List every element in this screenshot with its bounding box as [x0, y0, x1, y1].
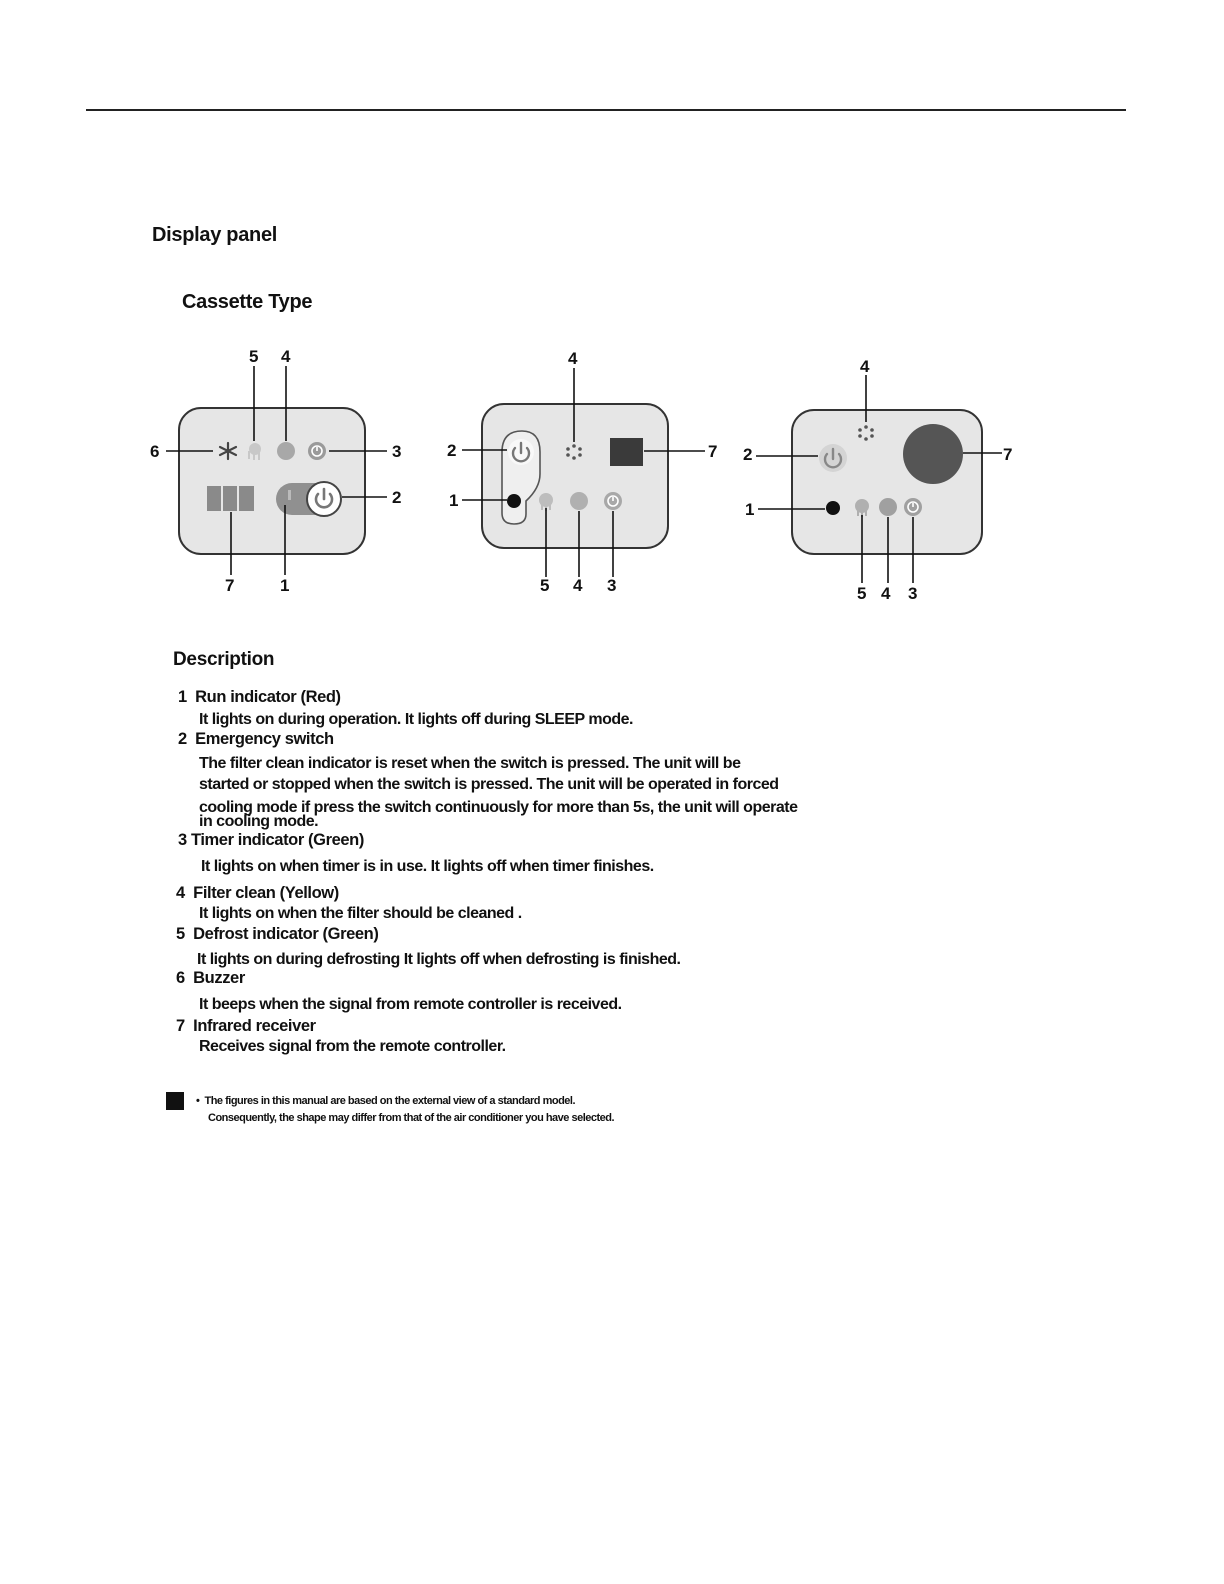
label-5: 5 — [540, 576, 550, 595]
label-7: 7 — [1003, 445, 1013, 464]
item-4-desc: It lights on when the filter should be cleaned . — [199, 905, 522, 922]
run-indicator-icon — [507, 494, 521, 508]
label-5: 5 — [857, 584, 867, 603]
defrost-indicator-icon — [855, 499, 869, 517]
item-5-heading — [176, 924, 378, 944]
label-3: 3 — [908, 584, 918, 603]
label-2: 2 — [743, 445, 753, 464]
item-3-desc: It lights on when timer is in use. It lights off when timer finishes. — [201, 858, 654, 875]
label-2: 2 — [392, 488, 402, 507]
panel-1 — [150, 347, 401, 595]
item-number: 3 — [178, 831, 187, 849]
label-3: 3 — [607, 576, 617, 595]
infrared-receiver-icon — [903, 424, 963, 484]
label-4: 4 — [573, 576, 583, 595]
emergency-switch-button[interactable] — [508, 439, 534, 465]
item-number: 7 — [176, 1017, 185, 1035]
infrared-receiver-icon — [610, 438, 643, 466]
item-2-desc-line-2: started or stopped when the switch is pressed. The unit will be operated in forced — [199, 776, 779, 793]
item-title: Infrared receiver — [193, 1017, 316, 1035]
item-title: Run indicator (Red) — [195, 688, 341, 706]
heading-display-panel: Display panel — [152, 224, 278, 246]
label-4: 4 — [568, 349, 578, 368]
panel-2 — [447, 349, 717, 595]
item-6-heading — [176, 968, 245, 988]
label-5: 5 — [249, 347, 259, 366]
timer-indicator-icon — [308, 442, 326, 460]
label-7: 7 — [225, 576, 235, 595]
note-line-1: The figures in this manual are based on the external view of a standard model. — [204, 1095, 576, 1107]
note-bullet: • — [196, 1095, 200, 1107]
label-4: 4 — [860, 357, 870, 376]
item-2-heading — [178, 729, 334, 749]
filter-clean-indicator-icon — [570, 492, 588, 510]
item-title: Defrost indicator (Green) — [193, 925, 379, 943]
item-2-desc-line-4: in cooling mode. — [199, 813, 319, 830]
heading-cassette-type: Cassette Type — [182, 291, 313, 313]
label-4: 4 — [281, 347, 291, 366]
label-6: 6 — [150, 442, 160, 461]
item-title: Buzzer — [193, 969, 245, 987]
item-3-heading — [178, 830, 364, 850]
label-1: 1 — [745, 500, 755, 519]
display-panel-figures — [0, 330, 1224, 615]
infrared-receiver-icon — [207, 486, 254, 511]
item-2-desc-line-1: The filter clean indicator is reset when the switch is pressed. The unit will be — [199, 755, 741, 772]
item-title: Emergency switch — [195, 730, 334, 748]
label-1: 1 — [280, 576, 290, 595]
header-rule — [86, 109, 1126, 111]
panel-3 — [743, 357, 1012, 603]
item-4-heading — [176, 883, 339, 903]
item-5-desc: It lights on during defrosting It lights off when defrosting is finished. — [197, 951, 681, 968]
emergency-switch-button[interactable] — [307, 482, 341, 516]
label-1: 1 — [449, 491, 459, 510]
heading-description: Description — [173, 649, 275, 670]
item-title: Timer indicator (Green) — [190, 831, 364, 849]
timer-indicator-icon — [604, 492, 622, 510]
run-indicator-icon — [826, 501, 840, 515]
label-2: 2 — [447, 441, 457, 460]
item-2-desc-line-3: cooling mode if press the switch continuously for more than 5s, the unit will operate — [199, 799, 798, 816]
item-7-desc: Receives signal from the remote controller. — [199, 1038, 506, 1055]
filter-clean-indicator-icon — [879, 498, 897, 516]
item-7-heading — [176, 1016, 316, 1036]
emergency-switch-button[interactable] — [819, 444, 847, 472]
item-1-heading — [178, 687, 341, 707]
item-number: 1 — [178, 688, 187, 706]
label-7: 7 — [708, 442, 718, 461]
item-number: 5 — [176, 925, 185, 943]
item-number: 6 — [176, 969, 185, 987]
item-number: 2 — [178, 730, 187, 748]
note-text — [196, 1093, 614, 1127]
note-icon — [166, 1092, 184, 1110]
timer-indicator-icon — [904, 498, 922, 516]
item-title: Filter clean (Yellow) — [193, 884, 339, 902]
item-1-desc: It lights on during operation. It lights off during SLEEP mode. — [199, 711, 633, 728]
label-4: 4 — [881, 584, 891, 603]
note-line-2: Consequently, the shape may differ from that of the air conditioner you have selected. — [208, 1112, 615, 1124]
item-6-desc: It beeps when the signal from remote controller is received. — [199, 996, 622, 1013]
item-number: 4 — [176, 884, 185, 902]
label-3: 3 — [392, 442, 402, 461]
filter-clean-indicator-icon — [277, 442, 295, 460]
